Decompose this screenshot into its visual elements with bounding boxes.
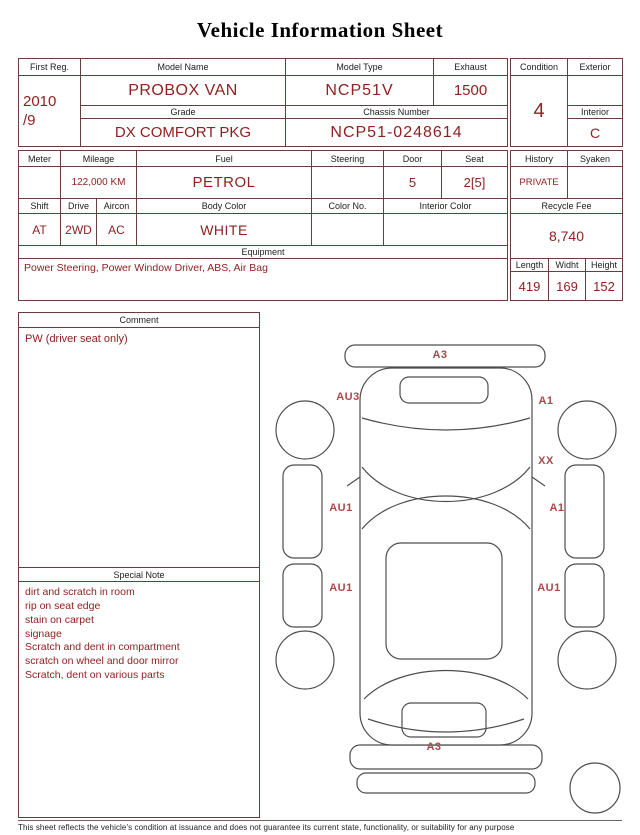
door-label: Door	[384, 151, 442, 167]
condition-value: 4	[511, 76, 568, 147]
equipment-label: Equipment	[19, 246, 508, 259]
length-label: Length	[511, 259, 549, 272]
first-reg-month: /9	[23, 112, 36, 129]
body-color-value: WHITE	[137, 214, 312, 246]
aircon-label: Aircon	[97, 199, 137, 214]
recycle-fee-table	[510, 199, 623, 259]
exterior-value	[568, 76, 623, 106]
interior-color-value	[384, 214, 508, 246]
drive-value: 2WD	[61, 214, 97, 246]
damage-mark-xx: XX	[538, 455, 554, 467]
height-value: 152	[586, 272, 623, 301]
history-table	[510, 150, 623, 199]
first-reg-year: 2010	[23, 92, 57, 110]
model-name-value: PROBOX VAN	[81, 76, 286, 106]
mileage-value: 122,000 KM	[61, 167, 137, 199]
seat-value: 2[5]	[442, 167, 508, 199]
door-value: 5	[384, 167, 442, 199]
shift-label: Shift	[19, 199, 61, 214]
damage-mark-a1: A1	[538, 395, 554, 407]
equipment-value: Power Steering, Power Window Driver, ABS, Air Bag	[19, 259, 508, 301]
comment-text: PW (driver seat only)	[25, 333, 128, 345]
exhaust-value: 1500	[434, 76, 508, 106]
body-color-label: Body Color	[137, 199, 312, 214]
mileage-label: Mileage	[61, 151, 137, 167]
interior-value: C	[568, 119, 623, 147]
equipment-table	[18, 246, 508, 301]
aircon-value: AC	[97, 214, 137, 246]
special-note-list	[19, 582, 259, 817]
damage-mark-au1: AU1	[537, 582, 561, 594]
model-type-label: Model Type	[286, 59, 434, 76]
special-note-line: stain on carpet	[25, 613, 94, 626]
vehicle-identity-table	[18, 58, 508, 147]
vehicle-diagram	[262, 315, 634, 815]
disclaimer-text: This sheet reflects the vehicle's condition at issuance and does not guarantee its current state, functionality, or suitability for any purpose	[18, 820, 622, 832]
model-type-value: NCP51V	[286, 76, 434, 106]
dimensions-table	[510, 259, 623, 301]
special-note-header: Special Note	[19, 567, 259, 582]
special-note-line: Scratch, dent on various parts	[25, 669, 165, 682]
special-note-line: rip on seat edge	[25, 599, 101, 612]
fuel-label: Fuel	[137, 151, 312, 167]
specs-table-row1	[18, 150, 508, 199]
recycle-fee-value: 8,740	[511, 214, 623, 259]
steering-value	[312, 167, 384, 199]
meter-label: Meter	[19, 151, 61, 167]
damage-mark-au1: AU1	[329, 582, 353, 594]
history-label: History	[511, 151, 568, 167]
damage-mark-au3: AU3	[336, 391, 360, 403]
first-reg-value	[19, 76, 81, 147]
comment-header: Comment	[19, 313, 259, 328]
seat-label: Seat	[442, 151, 508, 167]
width-value: 169	[549, 272, 586, 301]
specs-table-row2	[18, 199, 508, 246]
special-note-line: dirt and scratch in room	[25, 586, 135, 598]
color-no-label: Color No.	[312, 199, 384, 214]
chassis-number-value: NCP51-0248614	[286, 119, 508, 147]
syaken-label: Syaken	[568, 151, 623, 167]
width-label: Widht	[549, 259, 586, 272]
drive-label: Drive	[61, 199, 97, 214]
length-value: 419	[511, 272, 549, 301]
meter-value	[19, 167, 61, 199]
height-label: Height	[586, 259, 623, 272]
page-title: Vehicle Information Sheet	[196, 18, 444, 42]
damage-mark-a3: A3	[426, 741, 442, 753]
shift-value: AT	[19, 214, 61, 246]
recycle-fee-label: Recycle Fee	[511, 199, 623, 214]
damage-mark-au1: AU1	[329, 502, 353, 514]
damage-marks-layer	[262, 315, 634, 815]
condition-table	[510, 58, 623, 147]
color-no-value	[312, 214, 384, 246]
steering-label: Steering	[312, 151, 384, 167]
exterior-label: Exterior	[568, 59, 623, 76]
first-reg-label: First Reg.	[19, 59, 81, 76]
condition-label: Condition	[511, 59, 568, 76]
interior-label: Interior	[568, 106, 623, 119]
exhaust-label: Exhaust	[434, 59, 508, 76]
fuel-value: PETROL	[137, 167, 312, 199]
special-note-line: signage	[25, 627, 62, 640]
interior-color-label: Interior Color	[384, 199, 508, 214]
damage-mark-a3: A3	[432, 349, 448, 361]
comment-panel	[18, 312, 260, 818]
special-note-line: scratch on wheel and door mirror	[25, 655, 179, 668]
history-value: PRIVATE	[511, 167, 568, 199]
model-name-label: Model Name	[81, 59, 286, 76]
grade-value: DX COMFORT PKG	[81, 119, 286, 147]
grade-label: Grade	[81, 106, 286, 119]
special-note-line: Scratch and dent in compartment	[25, 641, 180, 654]
chassis-number-label: Chassis Number	[286, 106, 508, 119]
syaken-value	[568, 167, 623, 199]
damage-mark-a1: A1	[549, 502, 565, 514]
